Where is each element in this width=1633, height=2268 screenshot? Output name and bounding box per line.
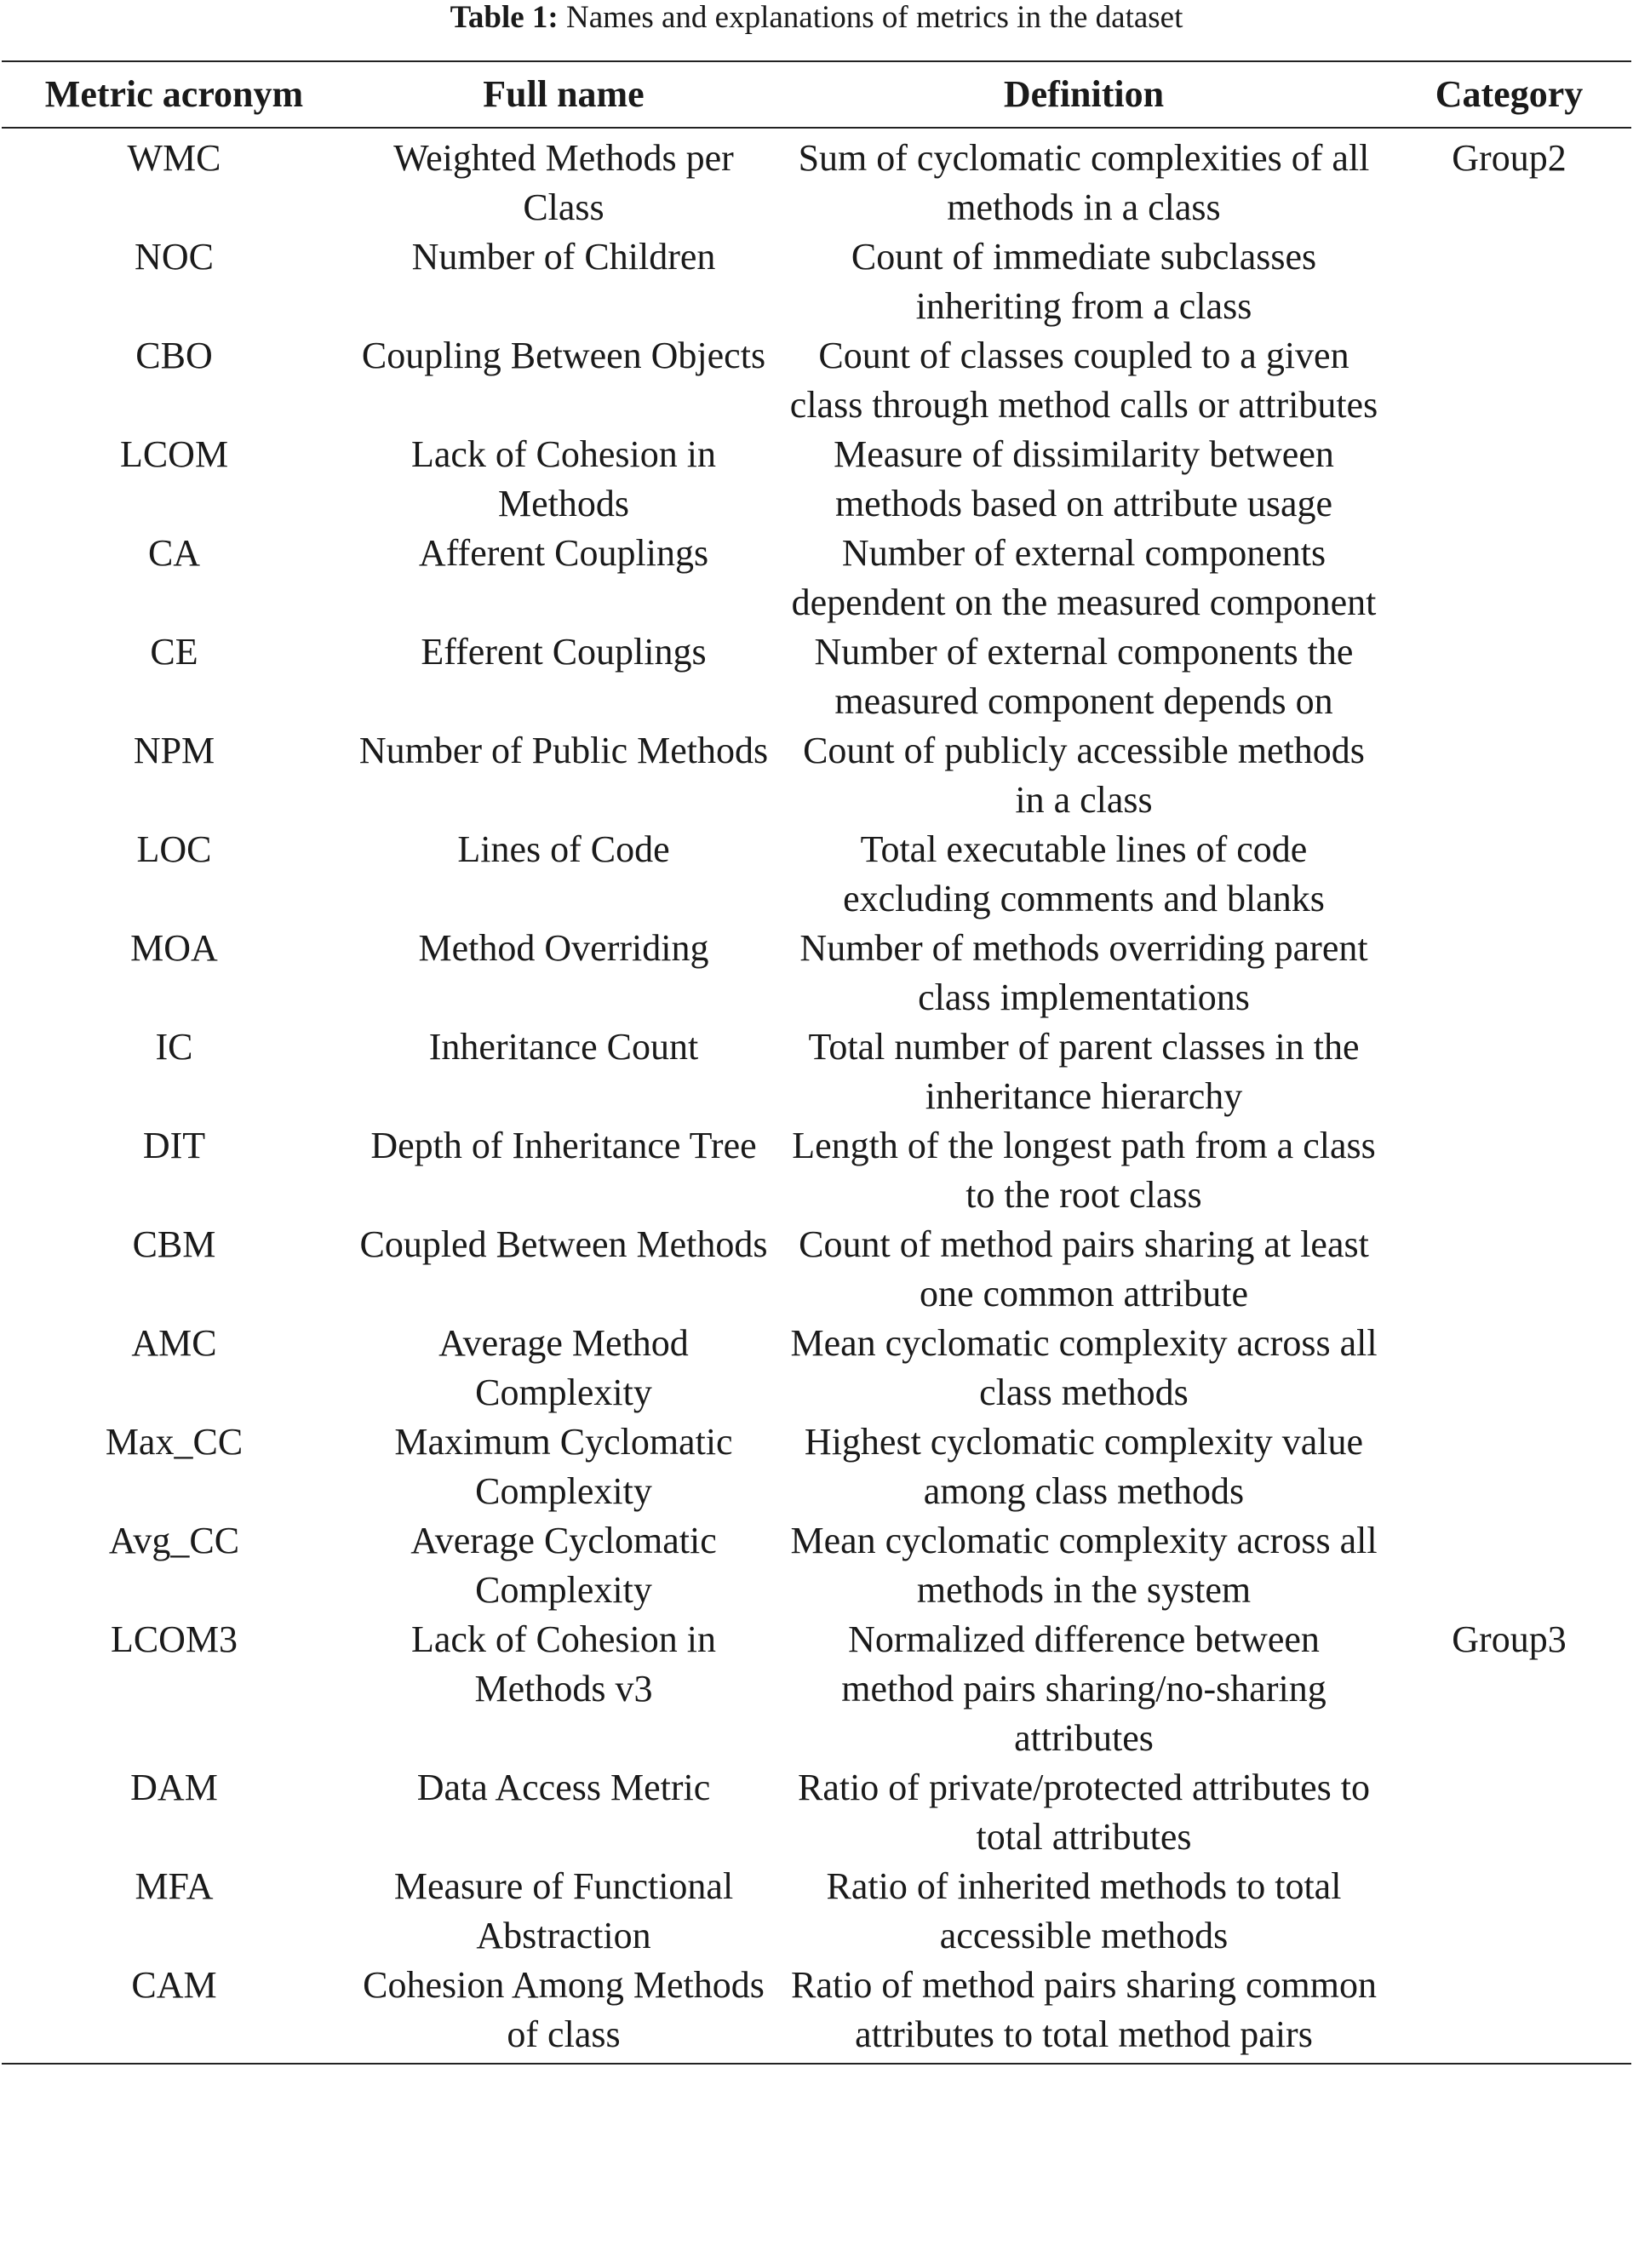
definition-cell: Ratio of private/protected attributes to total attributes bbox=[797, 1767, 1370, 1858]
definition-cell: Normalized difference between method pairs sharing/no-sharing attributes bbox=[841, 1618, 1326, 1759]
definition-cell: Count of publicly accessible methods in a class bbox=[803, 730, 1365, 821]
full-name-cell: Cohesion Among Methods of class bbox=[347, 1961, 781, 2064]
full-name-cell: Measure of Functional Abstraction bbox=[393, 1865, 734, 1956]
table-row bbox=[2, 232, 1631, 331]
metric-acronym-cell: DIT bbox=[142, 1125, 206, 1166]
table-row bbox=[2, 1418, 1631, 1516]
table-row bbox=[2, 1615, 1631, 1763]
full-name-cell: Number of Public Methods bbox=[358, 730, 769, 771]
table-row bbox=[2, 430, 1631, 529]
full-name-cell: Number of Children bbox=[411, 236, 716, 278]
category-cell bbox=[1387, 1516, 1631, 1615]
table-row bbox=[2, 128, 1631, 232]
definition-cell: Highest cyclomatic complexity value among class methods bbox=[804, 1421, 1364, 1512]
table-row bbox=[2, 331, 1631, 430]
category-cell bbox=[1387, 1220, 1631, 1319]
table-row bbox=[2, 529, 1631, 627]
table-row bbox=[2, 726, 1631, 825]
table-row bbox=[2, 1121, 1631, 1220]
metric-acronym-cell: LOC bbox=[136, 828, 212, 870]
metric-acronym-cell: LCOM3 bbox=[110, 1618, 238, 1660]
definition-cell: Measure of dissimilarity between methods based on attribute usage bbox=[834, 433, 1334, 524]
full-name-cell: Lack of Cohesion in Methods bbox=[410, 433, 717, 524]
category-cell bbox=[1387, 924, 1631, 1022]
metric-acronym-cell: AMC bbox=[131, 1322, 217, 1364]
metric-acronym-cell: Max_CC bbox=[105, 1421, 244, 1463]
header-definition: Definition bbox=[781, 61, 1387, 128]
definition-cell: Mean cyclomatic complexity across all class methods bbox=[790, 1322, 1378, 1413]
category-cell bbox=[1387, 726, 1631, 825]
category-cell bbox=[1387, 1418, 1631, 1516]
full-name-cell: Depth of Inheritance Tree bbox=[370, 1125, 757, 1166]
definition-cell: Total number of parent classes in the inheritance hierarchy bbox=[808, 1026, 1360, 1117]
table-row bbox=[2, 1319, 1631, 1418]
full-name-cell: Average Method Complexity bbox=[438, 1322, 689, 1413]
definition-cell: Number of methods overriding parent class implementations bbox=[799, 927, 1368, 1018]
full-name-cell: Efferent Couplings bbox=[421, 631, 707, 673]
header-row bbox=[2, 61, 1631, 128]
metric-acronym-cell: Avg_CC bbox=[108, 1520, 240, 1561]
category-cell bbox=[1387, 1862, 1631, 1961]
table-row bbox=[2, 1022, 1631, 1121]
table-row bbox=[2, 1763, 1631, 1862]
metric-acronym-cell: NOC bbox=[135, 236, 214, 278]
category-cell bbox=[1387, 627, 1631, 726]
category-cell: Group3 bbox=[1452, 1618, 1567, 1660]
full-name-cell: Afferent Couplings bbox=[418, 532, 709, 574]
full-name-cell: Average Cyclomatic Complexity bbox=[410, 1520, 717, 1611]
definition-cell: Ratio of inherited methods to total accessible methods bbox=[826, 1865, 1342, 1956]
category-cell bbox=[1387, 1319, 1631, 1418]
metrics-table bbox=[2, 60, 1631, 2065]
full-name-cell: Coupled Between Methods bbox=[359, 1223, 768, 1265]
definition-cell: Count of classes coupled to a given class through method calls or attributes bbox=[789, 335, 1378, 426]
table-row bbox=[2, 924, 1631, 1022]
metric-acronym-cell: CAM bbox=[2, 1961, 347, 2064]
definition-cell: Length of the longest path from a class to the root class bbox=[792, 1125, 1376, 1216]
category-cell bbox=[1387, 825, 1631, 924]
metric-acronym-cell: IC bbox=[155, 1026, 193, 1068]
metric-acronym-cell: MFA bbox=[135, 1865, 214, 1907]
metric-acronym-cell: NPM bbox=[133, 730, 215, 771]
table-row bbox=[2, 1961, 1631, 2064]
table-row bbox=[2, 1516, 1631, 1615]
full-name-cell: Maximum Cyclomatic Complexity bbox=[394, 1421, 733, 1512]
table-body bbox=[2, 128, 1631, 2064]
header-metric-acronym: Metric acronym bbox=[2, 61, 347, 128]
full-name-cell: Lack of Cohesion in Methods v3 bbox=[410, 1618, 717, 1710]
definition-cell: Number of external components the measured component depends on bbox=[814, 631, 1354, 722]
category-cell: Group2 bbox=[1452, 137, 1567, 179]
metric-acronym-cell: DAM bbox=[130, 1767, 218, 1808]
metric-acronym-cell: CBM bbox=[132, 1223, 216, 1265]
category-cell bbox=[1387, 529, 1631, 627]
table-row bbox=[2, 1862, 1631, 1961]
category-cell bbox=[1387, 1121, 1631, 1220]
table-caption bbox=[0, 0, 1633, 36]
table-row bbox=[2, 1220, 1631, 1319]
definition-cell: Mean cyclomatic complexity across all methods in the system bbox=[790, 1520, 1378, 1611]
header-category: Category bbox=[1387, 61, 1631, 128]
metric-acronym-cell: WMC bbox=[127, 137, 221, 179]
definition-cell: Number of external components dependent on the measured component bbox=[791, 532, 1377, 623]
full-name-cell: Coupling Between Objects bbox=[361, 335, 766, 376]
definition-cell: Total executable lines of code excluding comments and blanks bbox=[843, 828, 1325, 919]
metric-acronym-cell: CA bbox=[147, 532, 201, 574]
caption-text: Names and explanations of metrics in the dataset bbox=[566, 0, 1183, 35]
metric-acronym-cell: CE bbox=[150, 631, 198, 673]
table-header bbox=[2, 61, 1631, 128]
table-row bbox=[2, 825, 1631, 924]
header-full-name: Full name bbox=[347, 61, 781, 128]
category-cell bbox=[1387, 232, 1631, 331]
definition-cell: Count of method pairs sharing at least one common attribute bbox=[799, 1223, 1369, 1314]
category-cell bbox=[1387, 1022, 1631, 1121]
table-row bbox=[2, 627, 1631, 726]
definition-cell: Count of immediate subclasses inheriting from a class bbox=[851, 236, 1317, 327]
full-name-cell: Method Overriding bbox=[418, 927, 709, 969]
full-name-cell: Inheritance Count bbox=[428, 1026, 699, 1068]
caption-label: Table 1: bbox=[450, 0, 559, 35]
metric-acronym-cell: MOA bbox=[130, 927, 218, 969]
full-name-cell: Data Access Metric bbox=[416, 1767, 711, 1808]
definition-cell: Sum of cyclomatic complexities of all methods in a class bbox=[798, 137, 1370, 228]
full-name-cell: Lines of Code bbox=[457, 828, 670, 870]
definition-cell: Ratio of method pairs sharing common attributes to total method pairs bbox=[781, 1961, 1387, 2064]
category-cell bbox=[1387, 1961, 1631, 2064]
category-cell bbox=[1387, 430, 1631, 529]
category-cell bbox=[1387, 1763, 1631, 1862]
metric-acronym-cell: LCOM bbox=[119, 433, 229, 475]
full-name-cell: Weighted Methods per Class bbox=[393, 137, 734, 228]
category-cell bbox=[1387, 331, 1631, 430]
metric-acronym-cell: CBO bbox=[135, 335, 213, 376]
